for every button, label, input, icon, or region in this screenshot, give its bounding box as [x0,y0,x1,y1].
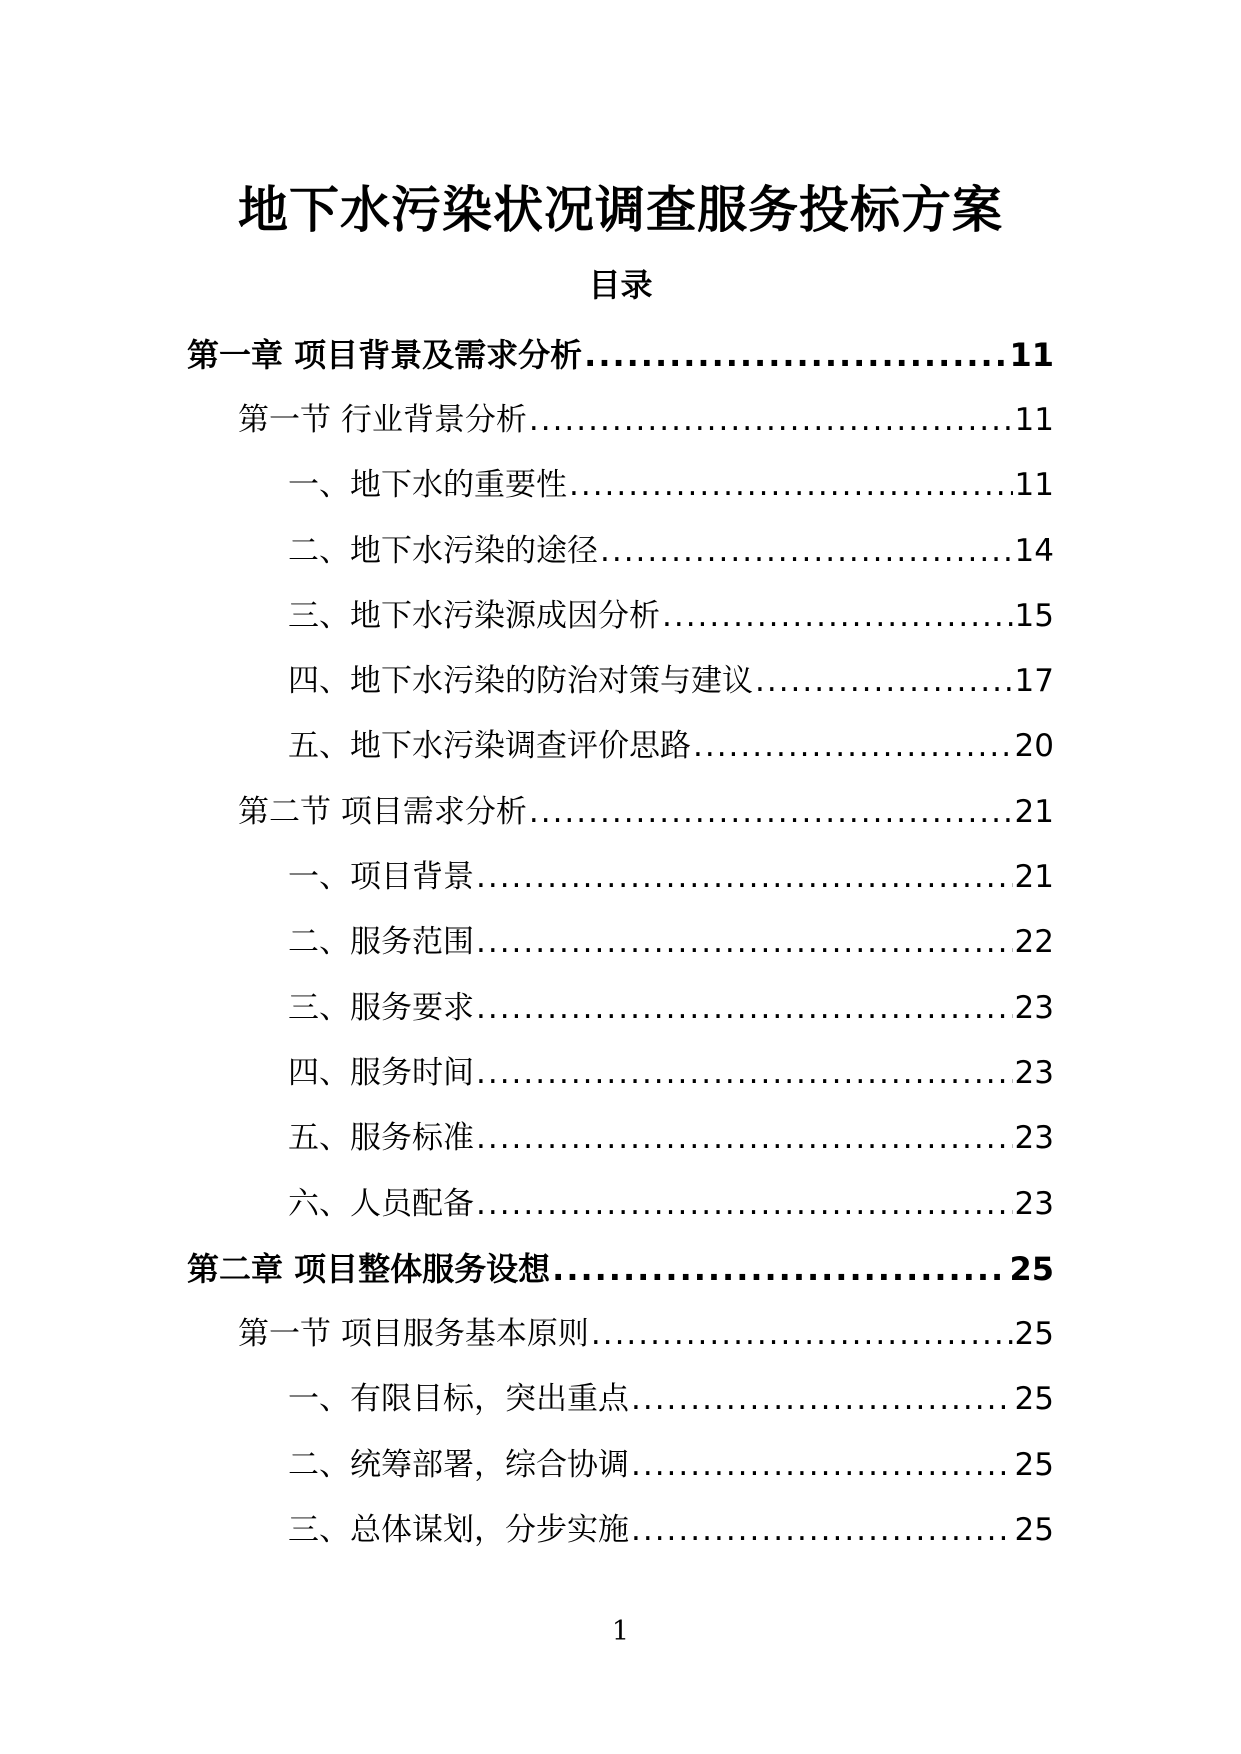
toc-entry-subsection[interactable] [0,714,1241,779]
toc-entry-subsection[interactable] [0,1171,1241,1236]
table-of-contents [0,322,1241,1563]
toc-entry-label: 三、总体谋划，分步实施 [288,1511,629,1548]
toc-entry-subsection[interactable] [0,453,1241,518]
dot-leader [631,1379,1013,1419]
toc-entry-section[interactable] [0,779,1241,844]
toc-entry-subsection[interactable] [0,518,1241,583]
toc-entry-subsection[interactable] [0,1432,1241,1497]
dot-leader [476,857,1013,897]
toc-entry-label: 四、服务时间 [288,1054,474,1091]
toc-entry-subsection[interactable] [0,1367,1241,1432]
toc-entry-subsection[interactable] [0,648,1241,713]
dot-leader [476,1184,1013,1224]
toc-entry-label: 六、人员配备 [288,1185,474,1222]
toc-entry-chapter[interactable] [0,322,1241,387]
toc-entry-subsection[interactable] [0,910,1241,975]
toc-entry-label: 第一章 项目背景及需求分析 [187,335,583,374]
toc-entry-subsection[interactable] [0,1106,1241,1171]
toc-entry-subsection[interactable] [0,975,1241,1040]
dot-leader [631,1445,1013,1485]
toc-entry-subsection[interactable] [0,1497,1241,1562]
dot-leader [662,596,1013,636]
page-number: 1 [611,1616,630,1647]
dot-leader [529,400,1013,440]
toc-entry-label: 第一节 项目服务基本原则 [238,1316,589,1353]
toc-entry-page: 11 [1014,467,1054,504]
dot-leader [584,335,1007,375]
dot-leader [693,726,1013,766]
toc-entry-label: 四、地下水污染的防治对策与建议 [288,663,753,700]
toc-entry-page: 21 [1014,859,1054,896]
toc-entry-page: 21 [1014,793,1054,830]
toc-entry-label: 第二章 项目整体服务设想 [187,1249,551,1288]
toc-entry-page: 22 [1014,924,1054,961]
document-title: 地下水污染状况调查服务投标方案 [238,181,1003,239]
dot-leader [476,1118,1013,1158]
toc-entry-page: 25 [1014,1511,1054,1548]
toc-entry-label: 二、地下水污染的途径 [288,532,598,569]
dot-leader [569,465,1013,505]
dot-leader [476,988,1013,1028]
dot-leader [476,922,1013,962]
toc-entry-page: 25 [1014,1316,1054,1353]
toc-entry-section[interactable] [0,1301,1241,1366]
toc-entry-page: 23 [1014,1120,1054,1157]
toc-entry-page: 23 [1014,989,1054,1026]
toc-entry-page: 25 [1014,1446,1054,1483]
toc-entry-label: 第二节 项目需求分析 [238,793,527,830]
toc-entry-page: 23 [1014,1054,1054,1091]
toc-entry-label: 三、地下水污染源成因分析 [288,597,660,634]
toc-heading: 目录 [588,266,653,304]
toc-entry-label: 二、统筹部署，综合协调 [288,1446,629,1483]
toc-entry-subsection[interactable] [0,844,1241,909]
dot-leader [631,1510,1013,1550]
toc-entry-label: 五、服务标准 [288,1120,474,1157]
toc-entry-label: 一、有限目标，突出重点 [288,1381,629,1418]
dot-leader [476,1053,1013,1093]
toc-entry-page: 11 [1009,335,1054,374]
toc-entry-label: 三、服务要求 [288,989,474,1026]
toc-entry-page: 25 [1009,1249,1054,1288]
toc-entry-label: 一、地下水的重要性 [288,467,567,504]
dot-leader [591,1314,1013,1354]
dot-leader [529,792,1013,832]
toc-entry-label: 五、地下水污染调查评价思路 [288,728,691,765]
toc-entry-subsection[interactable] [0,583,1241,648]
toc-entry-chapter[interactable] [0,1236,1241,1301]
toc-entry-page: 15 [1014,597,1054,634]
toc-entry-label: 第一节 行业背景分析 [238,401,527,438]
dot-leader [552,1249,1007,1289]
toc-entry-page: 25 [1014,1381,1054,1418]
dot-leader [600,531,1013,571]
toc-entry-page: 20 [1014,728,1054,765]
toc-entry-subsection[interactable] [0,1040,1241,1105]
toc-entry-label: 二、服务范围 [288,924,474,961]
toc-entry-section[interactable] [0,387,1241,452]
toc-entry-page: 14 [1014,532,1054,569]
toc-entry-page: 23 [1014,1185,1054,1222]
toc-entry-page: 11 [1014,401,1054,438]
toc-entry-label: 一、项目背景 [288,859,474,896]
toc-entry-page: 17 [1014,663,1054,700]
dot-leader [755,661,1013,701]
